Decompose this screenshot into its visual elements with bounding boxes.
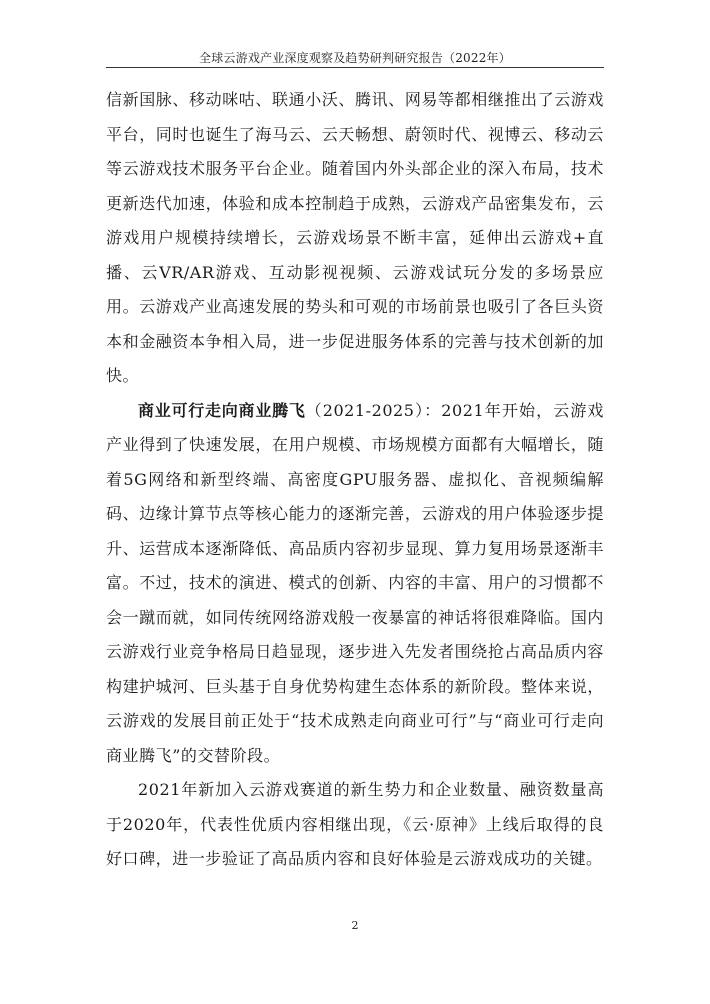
header-rule: [106, 67, 604, 68]
running-header: 全球云游戏产业深度观察及趋势研判研究报告（2022年）: [199, 51, 511, 65]
page-number: 2: [351, 919, 359, 932]
page-body: [106, 83, 604, 877]
paragraph-lead-heading: 商业可行走向商业腾飞: [138, 400, 306, 420]
paragraph-continuation: 信新国脉、移动咪咕、联通小沃、腾讯、网易等都相继推出了云游戏平台，同时也诞生了海马云、云天畅想、蔚领时代、视博云、移动云等云游戏技术服务平台企业。随着国内外头部企业的深入布局，技术更新迭代加速，体验和成本控制趋于成熟，云游戏产品密集发布，云游戏用户规模持续增长，云游戏场景不断丰富，延伸出云游戏+直播、云VR/AR游戏、互动影视视频、云游戏试玩分发的多场景应用。云游戏产业高速发展的势头和可观的市场前景也吸引了各巨头资本和金融资本争相入局，进一步促进服务体系的完善与技术创新的加快。: [106, 90, 604, 385]
paragraph-2021-newcomers: 2021年新加入云游戏赛道的新生势力和企业数量、融资数量高于2020年，代表性优质内容相继出现，《云·原神》上线后取得的良好口碑，进一步验证了高品质内容和良好体验是云游戏成功的关键。: [106, 780, 604, 868]
paragraph-text: （2021-2025）：2021年开始，云游戏产业得到了快速发展，在用户规模、市场规模方面都有大幅增长，随着5G网络和新型终端、高密度GPU服务器、虚拟化、音视频编解码、边缘计算节点等核心能力的逐渐完善，云游戏的用户体验逐步提升、运营成本逐渐降低、高品质内容初步显现、算力复用场景逐渐丰富。不过，技术的演进、模式的创新、内容的丰富、用户的习惯都不会一蹴而就，如同传统网络游戏般一夜暴富的神话将很难降临。国内云游戏行业竞争格局日趋显现，逐步进入先发者围绕抢占高品质内容构建护城河、巨头基于自身优势构建生态体系的新阶段。整体来说，云游戏的发展目前正处于“技术成熟走向商业可行”与“商业可行走向商业腾飞”的交替阶段。: [106, 400, 604, 765]
paragraph-commercial-takeoff: [106, 394, 604, 774]
